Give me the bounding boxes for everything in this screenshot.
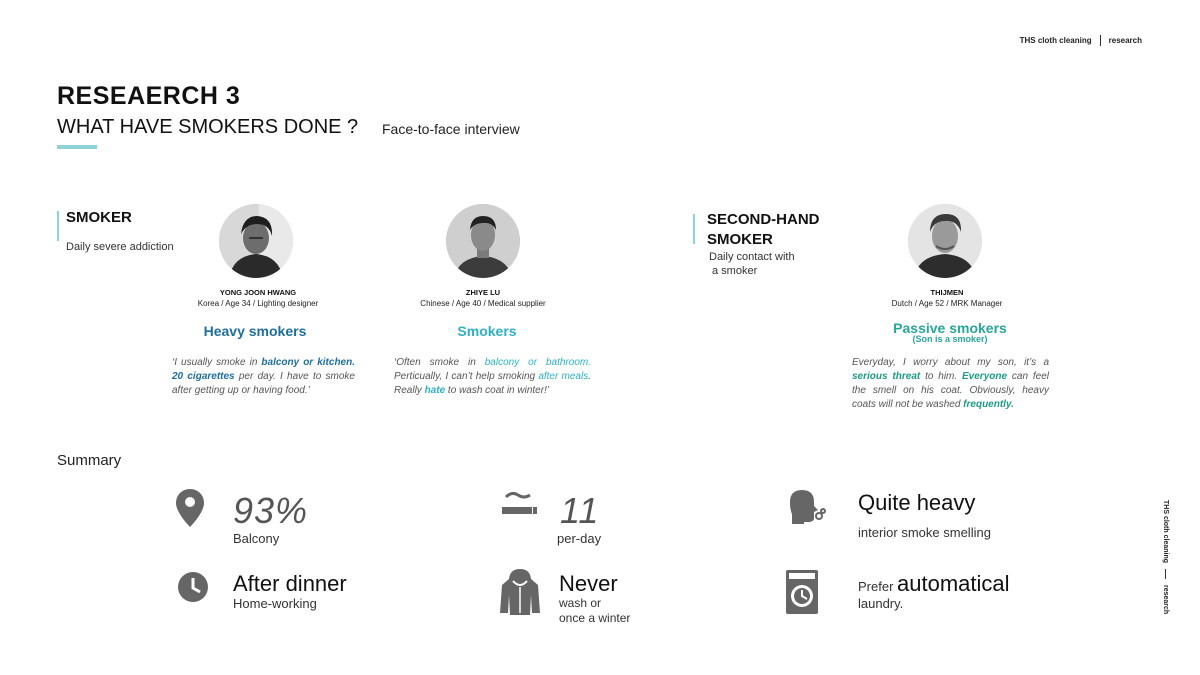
quote-text: can feel the smell on his coat. Obviously, heavy coats will not be washed: [852, 371, 1049, 410]
summary-wash-label: [559, 596, 630, 626]
person-photo-icon: [908, 204, 982, 278]
summary-wash-value: Never: [559, 571, 618, 596]
person-note: (Son is a smoker): [912, 334, 988, 344]
summary-cigarettes-label: per-day: [557, 531, 602, 546]
summary-wash-line1: wash or: [559, 596, 602, 610]
top-nav: [1020, 35, 1142, 46]
research-method: Face-to-face interview: [382, 121, 520, 137]
person-info: Chinese / Age 40 / Medical supplier: [420, 299, 546, 308]
nav-divider: [1100, 35, 1101, 46]
quote-highlight: 20 cigarettes: [172, 371, 235, 382]
quote-text: . Really: [394, 371, 591, 396]
person-smoker-type: Passive smokers: [893, 320, 1007, 336]
smoker-accent-bar: [57, 211, 59, 241]
side-nav: [1162, 500, 1180, 620]
summary-laundry-prefix: Prefer: [858, 579, 898, 594]
side-nav-section[interactable]: research: [1162, 585, 1170, 615]
summary-laundry-big: automatical: [897, 571, 1010, 596]
side-nav-divider: [1166, 569, 1167, 579]
clock-icon: [177, 571, 209, 608]
quote-text: Perticually, I can’t help smoking: [394, 371, 539, 382]
summary-location-label: Balcony: [233, 531, 280, 546]
quote-text: per day. I have to smoke after getting up or having food.’: [172, 371, 355, 396]
smoker-category-title: SMOKER: [66, 209, 132, 226]
summary-location-value: 93%: [233, 490, 309, 531]
summary-wash-line2: once a winter: [559, 611, 631, 625]
hoodie-icon: [500, 569, 540, 620]
person-quote: [394, 356, 591, 398]
secondhand-desc-line2: a smoker: [712, 265, 758, 277]
summary-time-label: Home-working: [233, 596, 317, 611]
person-smoker-type: Smokers: [457, 323, 517, 339]
washing-machine-icon: [786, 570, 818, 619]
summary-laundry-label: laundry.: [858, 596, 904, 611]
person-quote: [172, 356, 355, 398]
summary-cigarettes-value: 11: [560, 490, 600, 531]
quote-text: to him.: [920, 371, 963, 382]
person-info: Dutch / Age 52 / MRK Manager: [891, 299, 1003, 308]
secondhand-desc-line1: Daily contact with: [709, 251, 795, 263]
summary-time-value: After dinner: [233, 571, 347, 596]
nav-brand[interactable]: THS cloth cleaning: [1019, 36, 1092, 45]
smoker-category-desc: Daily severe addiction: [66, 241, 174, 253]
person-quote: [852, 356, 1049, 412]
quote-highlight: serious threat: [852, 371, 921, 382]
quote-text: to wash coat in winter!’: [445, 385, 550, 396]
person-name: YONG JOON HWANG: [219, 288, 297, 297]
quote-highlight: Everyone: [962, 371, 1008, 382]
quote-text: ‘I usually smoke in: [172, 357, 262, 368]
summary-smell-value: Quite heavy: [858, 490, 976, 515]
avatar: [446, 204, 520, 278]
secondhand-category-desc: [709, 250, 795, 278]
cigarette-icon: [502, 491, 538, 522]
page-title: RESEAERCH 3: [57, 82, 241, 110]
secondhand-title-line2: SMOKER: [707, 231, 773, 248]
quote-highlight: frequently.: [963, 399, 1014, 410]
page-subtitle: WHAT HAVE SMOKERS DONE ?: [57, 116, 359, 138]
quote-highlight: balcony or kitchen.: [261, 357, 355, 368]
nav-section[interactable]: research: [1108, 36, 1142, 45]
person-smoker-type: Heavy smokers: [203, 323, 307, 339]
location-pin-icon: [176, 489, 204, 532]
quote-text: ‘Often smoke in: [394, 357, 485, 368]
avatar: [908, 204, 982, 278]
side-nav-brand[interactable]: THS cloth cleaning: [1162, 500, 1170, 564]
avatar: [219, 204, 293, 278]
summary-laundry-value: [858, 571, 1010, 597]
person-info: Korea / Age 34 / Lighting designer: [197, 299, 319, 308]
summary-label: Summary: [57, 452, 122, 469]
smoking-head-icon: [786, 488, 826, 529]
quote-highlight: after meals: [538, 371, 589, 382]
secondhand-category-title: [707, 210, 820, 250]
title-underline: [57, 145, 97, 149]
summary-smell-label: interior smoke smelling: [858, 525, 991, 540]
person-photo-icon: [446, 204, 520, 278]
quote-text: Everyday, I worry about my son, it’s a: [852, 357, 1049, 368]
person-name: THIJMEN: [930, 288, 964, 297]
quote-highlight: hate: [424, 385, 446, 396]
person-photo-icon: [219, 204, 293, 278]
quote-highlight: balcony or bathroom.: [484, 357, 591, 368]
secondhand-title-line1: SECOND-HAND: [707, 211, 820, 228]
person-name: ZHIYE LU: [465, 288, 501, 297]
secondhand-accent-bar: [693, 214, 695, 244]
